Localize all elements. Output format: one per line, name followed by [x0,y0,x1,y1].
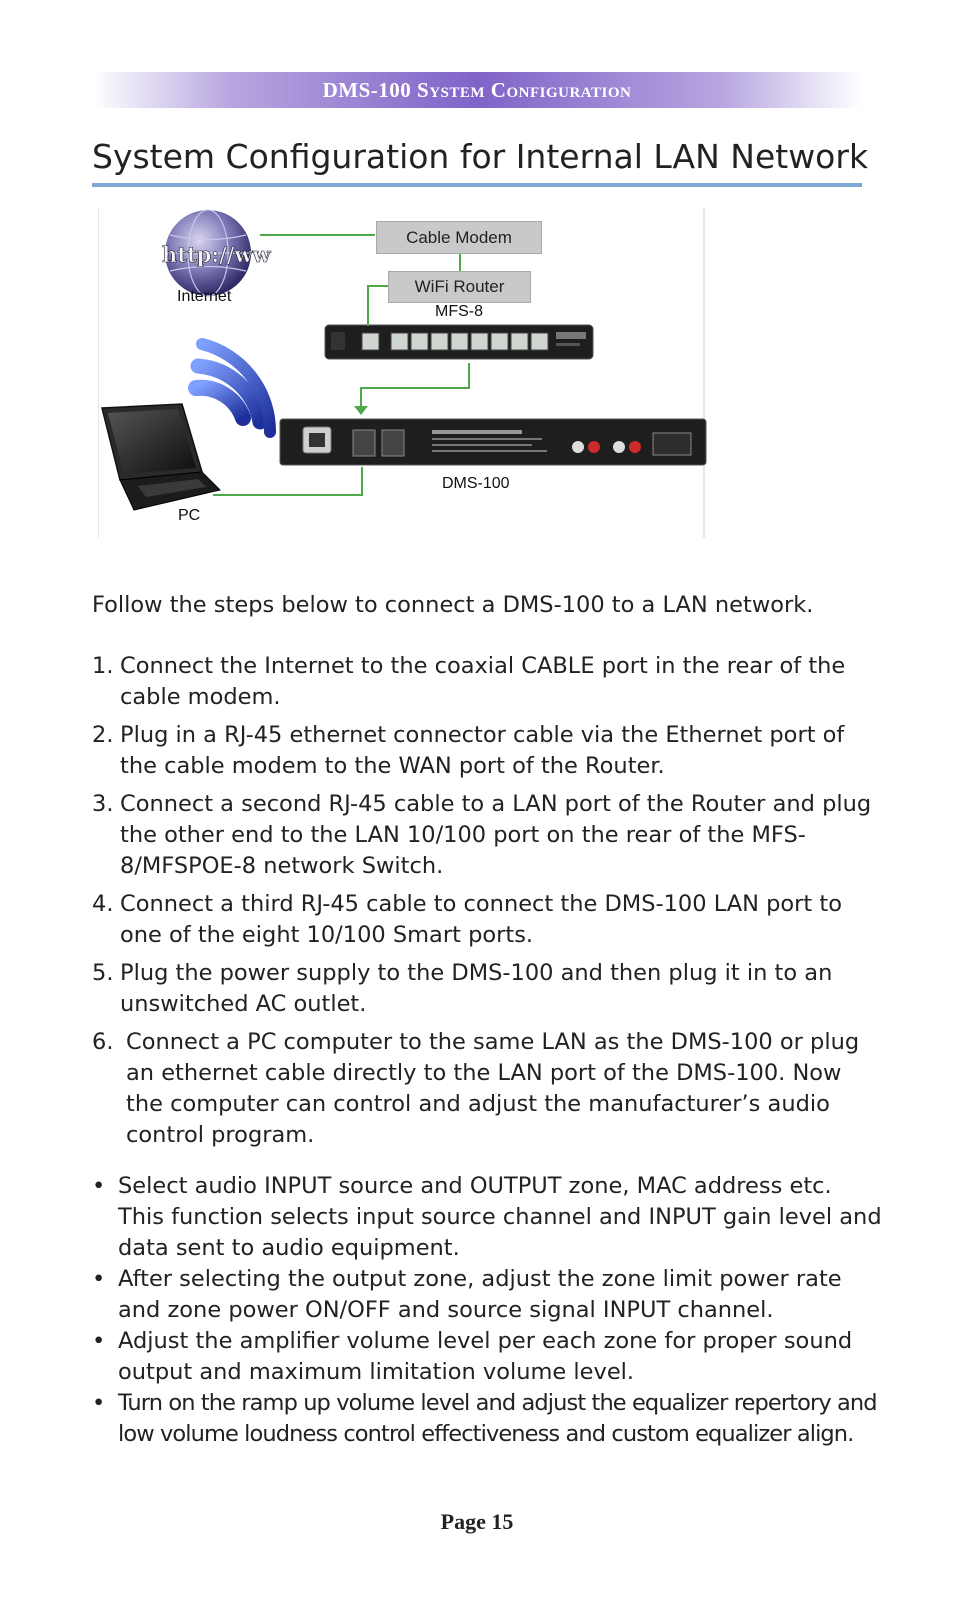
feature-bullet-list [92,1171,882,1450]
step-item: 5. Plug the power supply to the DMS-100 and then plug it in to an unswitched AC outlet. [92,960,833,1017]
page-title: System Configuration for Internal LAN Network [92,137,869,176]
internet-globe-icon [162,210,272,296]
title-underline [92,183,862,187]
section-header-text: DMS-100 System Configuration [322,77,632,102]
intro-paragraph: Follow the steps below to connect a DMS-100 to a LAN network. [92,592,814,618]
internet-label: Internet [177,288,232,305]
mfs8-label: MFS-8 [435,303,483,320]
wifi-waves-icon [196,344,270,432]
step-item: 6. Connect a PC computer to the same LAN as the DMS-100 or plug an ethernet cable directly to the LAN port of the DMS-100. Now the computer can control and adjust the manufacturer’s audio control program. [92,1029,860,1148]
cable-modem-box: Cable Modem [376,221,542,254]
dms100-label: DMS-100 [442,475,510,492]
step-item: 3. Connect a second RJ-45 cable to a LAN port of the Router and plug the other end to the LAN 10/100 port on the rear of the MFS-8/MFSPOE-8 network Switch. [92,791,872,879]
bullet-item: • Turn on the ramp up volume level and adjust the equalizer repertory and low volume loudness control effectiveness and custom equalizer align. [92,1390,877,1447]
bullet-item: • After selecting the output zone, adjust the zone limit power rate and zone power ON/OFF and source signal INPUT channel. [92,1266,842,1323]
pc-label: PC [178,507,201,524]
svg-text:http://ww: http://ww [162,242,271,267]
page-number: Page 15 [440,1509,514,1534]
laptop-pc-icon [102,404,220,510]
section-header-band [92,72,862,108]
bullet-item: • Adjust the amplifier volume level per each zone for proper sound output and maximum limitation volume level. [92,1328,853,1385]
steps-list [92,651,872,1158]
step-item: 1. Connect the Internet to the coaxial CABLE port in the rear of the cable modem. [92,653,846,710]
wifi-router-box: WiFi Router [388,271,531,303]
network-diagram [98,208,728,560]
bullet-item: • Select audio INPUT source and OUTPUT zone, MAC address etc. This function selects input source channel and INPUT gain level and data sent to audio equipment. [92,1173,882,1261]
dms100-amplifier-device [280,419,706,465]
step-item: 2. Plug in a RJ-45 ethernet connector cable via the Ethernet port of the cable modem to the WAN port of the Router. [92,722,845,779]
mfs8-switch-device [325,325,593,359]
step-item: 4. Connect a third RJ-45 cable to connect the DMS-100 LAN port to one of the eight 10/100 Smart ports. [92,891,842,948]
